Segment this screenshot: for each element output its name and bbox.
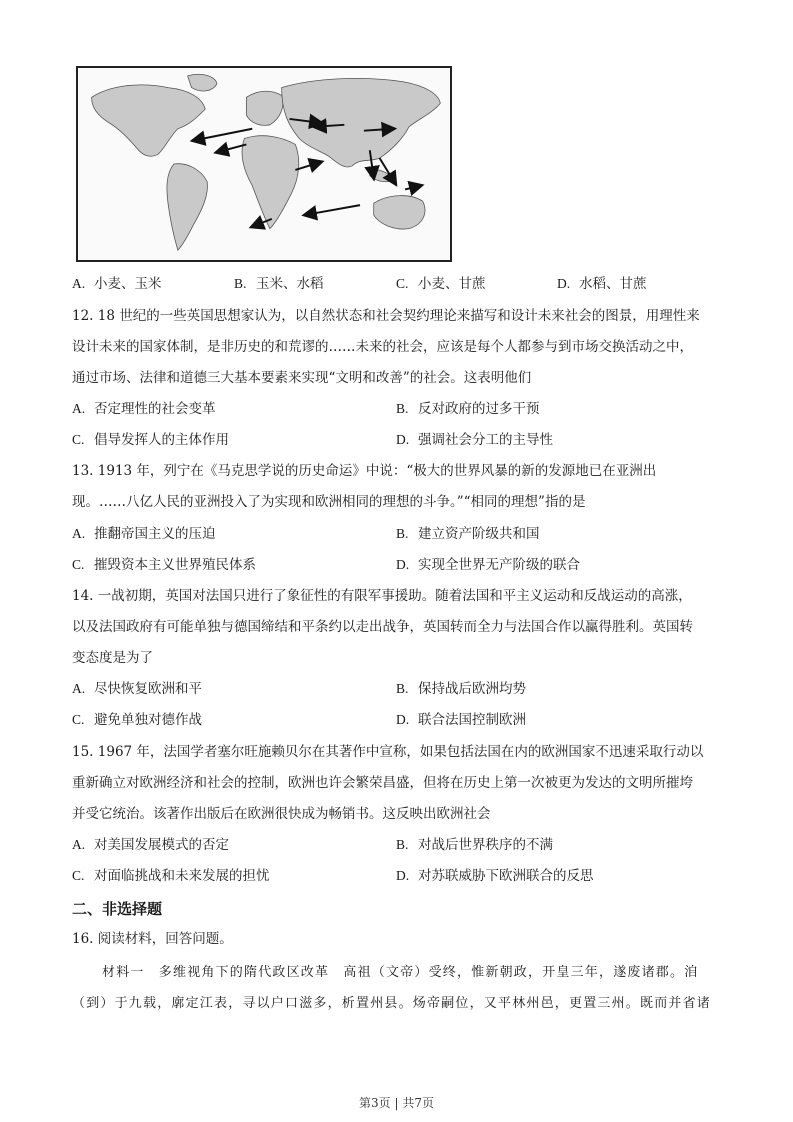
south-america-shape: [167, 164, 208, 251]
north-america-shape: [92, 85, 206, 156]
europe-shape: [246, 91, 282, 125]
world-map-drawing: [78, 68, 450, 260]
q12-stem-line: 通过市场、法律和道德三大基本要素来实现“文明和改善”的社会。这表明他们: [72, 370, 532, 386]
q15-option-d: D. 对苏联威胁下欧洲联合的反思: [396, 868, 594, 884]
q12-option-a: A. 否定理性的社会变革: [72, 401, 216, 417]
q11-option-b: B. 玉米、水稻: [234, 276, 324, 292]
q15-stem-line: 重新确立对欧洲经济和社会的控制，欧洲也许会繁荣昌盛，但将在历史上第一次被更为发达的文明所摧垮: [72, 775, 693, 791]
q13-stem-line: 现。……八亿人民的亚洲投入了为实现和欧洲相同的理想的斗争。”“相同的理想”指的是: [72, 494, 586, 510]
q12-stem-line: 设计未来的国家体制，是非历史的和荒谬的……未来的社会，应该是每个人都参与到市场交换活动之中，: [72, 339, 693, 355]
q16-material-line: （到）于九载，廓定江表，寻以户口滋多，析置州县。炀帝嗣位，又平林州邑，更置三州。既而并省诸: [72, 996, 712, 1011]
q14-option-b: B. 保持战后欧洲均势: [396, 681, 526, 697]
q14-stem-line: 14. 一战初期，英国对法国只进行了象征性的有限军事援助。随着法国和平主义运动和反战运动的高涨，: [72, 588, 692, 604]
q14-option-d: D. 联合法国控制欧洲: [396, 712, 526, 728]
q16-intro: 16. 阅读材料，回答问题。: [72, 931, 233, 947]
q12-stem-line: 12. 18 世纪的一些英国思想家认为，以自然状态和社会契约理论来描写和设计未来社会的图景，用理性来: [72, 308, 700, 324]
q12-option-c: C. 倡导发挥人的主体作用: [72, 432, 229, 448]
africa-shape: [242, 136, 299, 229]
greenland-shape: [188, 74, 217, 91]
section-title: 二、非选择题: [72, 900, 163, 918]
q13-stem-line: 13. 1913 年，列宁在《马克思学说的历史命运》中说：“极大的世界风暴的新的发源地已在亚洲出: [72, 463, 657, 479]
q15-option-a: A. 对美国发展模式的否定: [72, 837, 229, 853]
q14-option-a: A. 尽快恢复欧洲和平: [72, 681, 202, 697]
q15-option-c: C. 对面临挑战和未来发展的担忧: [72, 868, 270, 884]
australia-shape: [374, 196, 425, 229]
q13-option-c: C. 摧毁资本主义世界殖民体系: [72, 557, 256, 573]
q14-stem-line: 以及法国政府有可能单独与德国缔结和平条约以走出战争，英国转而全力与法国合作以赢得胜利。英国转: [72, 619, 693, 635]
q12-option-b: B. 反对政府的过多干预: [396, 401, 540, 417]
q15-stem-line: 并受它统治。该著作出版后在欧洲很快成为畅销书。这反映出欧洲社会: [72, 806, 491, 822]
world-map-figure: [76, 66, 452, 262]
q13-option-b: B. 建立资产阶级共和国: [396, 526, 540, 542]
q11-option-d: D. 水稻、甘蔗: [557, 276, 647, 292]
page-footer: 第3页 | 共7页: [359, 1096, 434, 1110]
q15-option-b: B. 对战后世界秩序的不满: [396, 837, 553, 853]
asia-shape: [282, 78, 441, 167]
q14-stem-line: 变态度是为了: [72, 650, 153, 666]
q11-option-a: A. 小麦、玉米: [72, 276, 162, 292]
q16-material-line: 材料一 多维视角下的隋代政区改革 高祖（文帝）受终，惟新朝政，开皇三年，遂废诸郡。洎: [102, 965, 699, 980]
q15-stem-line: 15. 1967 年，法国学者塞尔旺施赖贝尔在其著作中宣称，如果包括法国在内的欧洲国家不迅速采取行动以: [72, 744, 704, 760]
q13-option-a: A. 推翻帝国主义的压迫: [72, 526, 216, 542]
q14-option-c: C. 避免单独对德作战: [72, 712, 202, 728]
q12-option-d: D. 强调社会分工的主导性: [396, 432, 553, 448]
q13-option-d: D. 实现全世界无产阶级的联合: [396, 557, 580, 573]
q11-option-c: C. 小麦、甘蔗: [396, 276, 486, 292]
